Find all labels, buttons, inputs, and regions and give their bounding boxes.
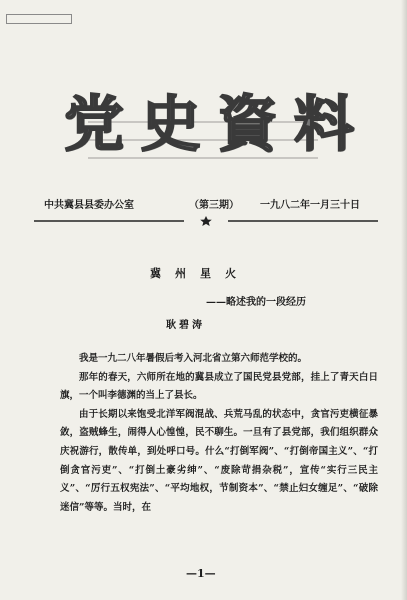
scan-edge-shadow xyxy=(401,0,407,600)
article-subtitle: ——略述我的一段经历 xyxy=(206,297,306,308)
paragraph: 由于长期以来饱受北洋军阀混战、兵荒马乱的状态中，贪官污吏横征暴敛，盗贼蜂生，闹得人心惶惶，民不聊生。一旦有了县党部，我们组织群众庆祝游行，散传单，到处呼口号。什么“打倒军阀”、“打倒帝国主义”、“打倒贪官污吏”、“打倒土豪劣绅”、“废除苛捐杂税”，宣传“实行三民主义”、“厉行五权宪法”、“平均地权，节制资本”、“禁止妇女缠足”、“破除迷信”等等。当时，在 xyxy=(60,408,378,513)
masthead-char: 史 xyxy=(140,90,201,160)
article-title: 冀州星火 xyxy=(150,267,250,280)
paragraph: 我是一九二八年暑假后考入河北省立第六师范学校的。 xyxy=(79,353,308,364)
masthead-title xyxy=(64,68,354,172)
issuing-organization: 中共冀县县委办公室 xyxy=(44,200,134,211)
page-number: —1— xyxy=(186,567,216,580)
masthead-char: 料 xyxy=(293,90,354,160)
article-author: 耿碧涛 xyxy=(166,320,205,331)
archive-stamp xyxy=(6,14,72,24)
article-body xyxy=(60,350,378,517)
masthead-char: 資 xyxy=(217,90,278,160)
paragraph: 那年的春天，六师所在地的冀县成立了国民党县党部，挂上了青天白日旗，一个叫李德渊的当上了县长。 xyxy=(60,371,378,402)
header-divider xyxy=(34,216,378,226)
issue-date: 一九八二年一月三十日 xyxy=(260,200,360,211)
star-icon xyxy=(200,216,212,226)
issue-number: （第三期） xyxy=(189,200,239,211)
masthead-char: 党 xyxy=(64,90,124,160)
header-meta xyxy=(44,196,394,210)
